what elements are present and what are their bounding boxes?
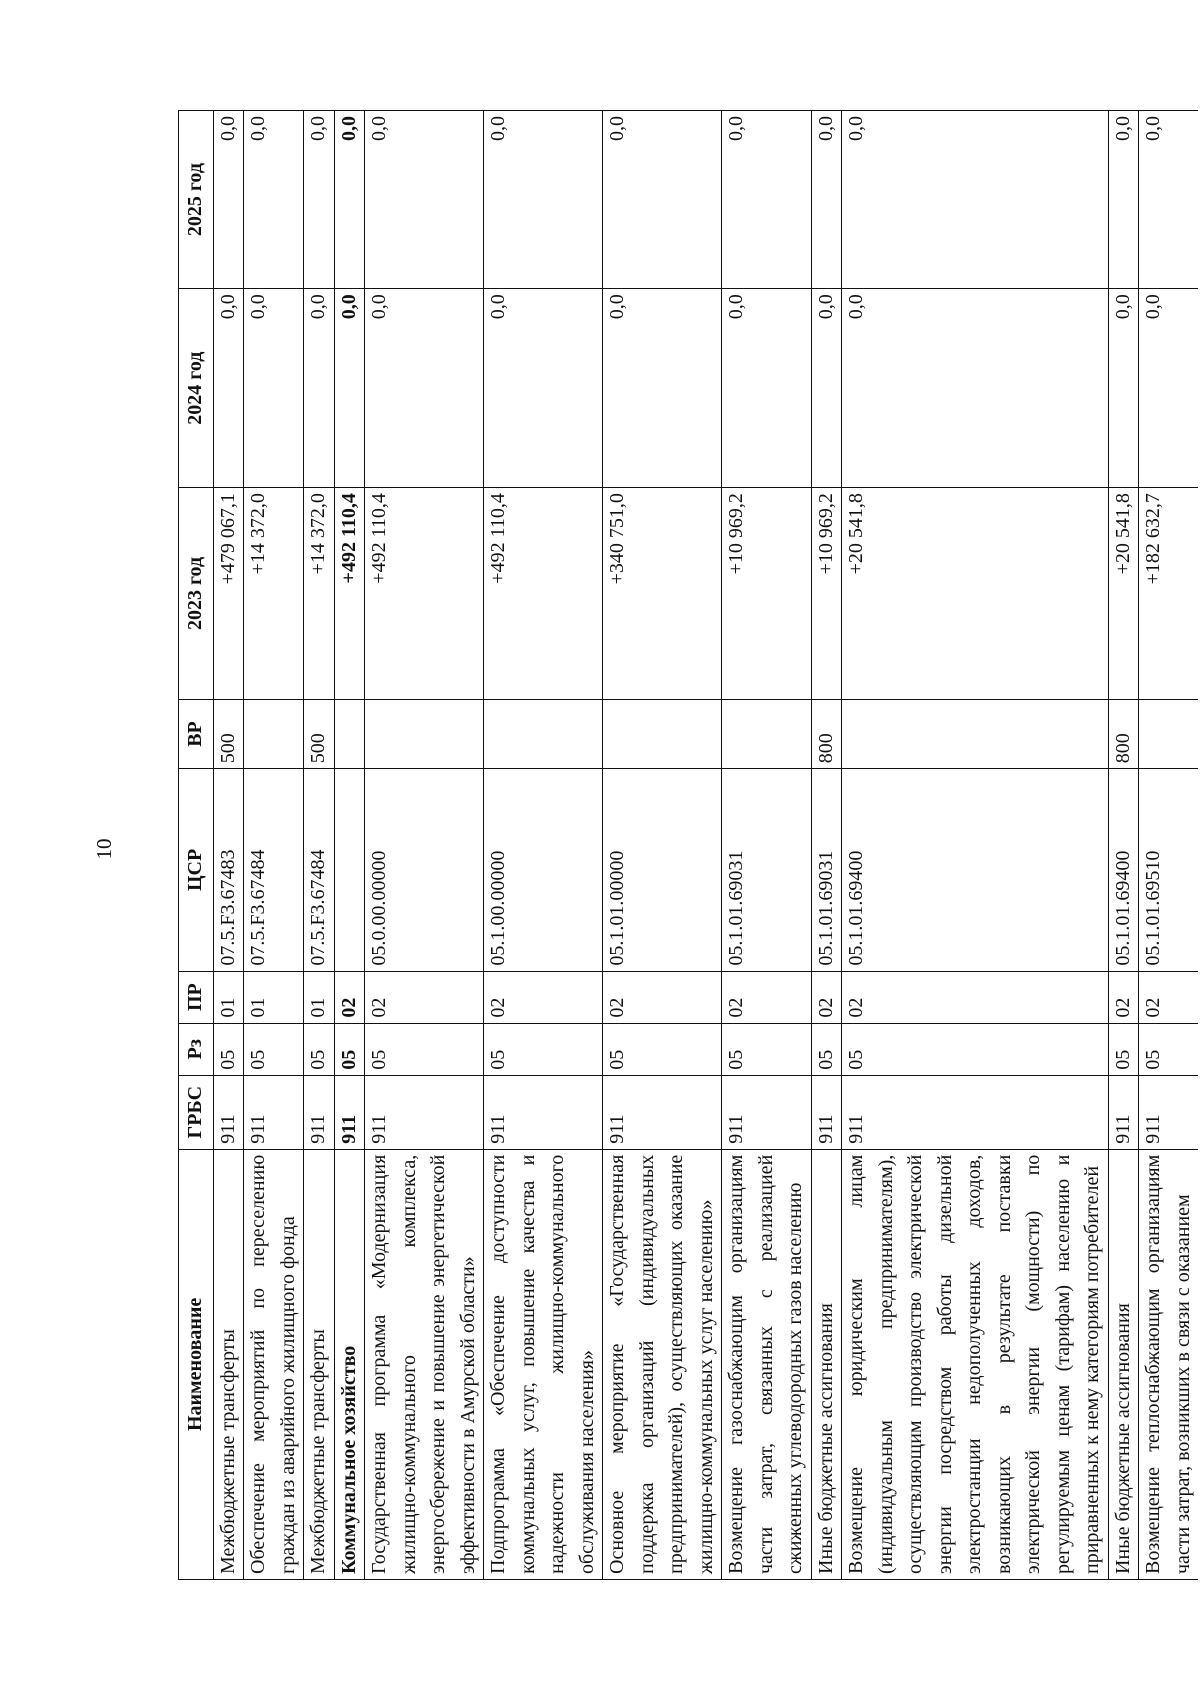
- row-2023-cell: +14 372,0: [304, 488, 335, 700]
- row-pr-cell: 01: [304, 971, 335, 1023]
- row-vr-cell: 800: [811, 699, 842, 768]
- row-csr-cell: 05.1.01.00000: [603, 769, 722, 971]
- column-header-name: Наименование: [179, 1149, 214, 1579]
- row-vr-cell: 500: [304, 699, 335, 768]
- row-grbs-cell: 911: [334, 1075, 365, 1149]
- row-rz-cell: 05: [334, 1023, 365, 1075]
- column-header-rz: Рз: [179, 1023, 214, 1075]
- page-number: 10: [92, 838, 116, 860]
- row-name-cell: Возмещение газоснабжающим организациям части затрат, связанных с реализацией сжиженных углеводородных газов населению: [722, 1149, 812, 1579]
- row-name-cell: Возмещение юридическим лицам (индивидуальным предпринимателям), осуществляющим производство электрической энергии посредством работы дизельной электростанции недополученных доходов, возникающих в результате поставки электрической энергии (мощности) по регулируемым ценам (тарифам) населению и приравненных к нему категориям потребителей: [842, 1149, 1109, 1579]
- row-2023-cell: +479 067,1: [213, 488, 244, 700]
- table-body: [213, 111, 1198, 1580]
- row-pr-cell: 02: [1139, 971, 1199, 1023]
- row-rz-cell: 05: [1139, 1023, 1199, 1075]
- row-vr-cell: 500: [213, 699, 244, 768]
- row-vr-cell: [842, 699, 1109, 768]
- row-2024-cell: 0,0: [722, 289, 812, 488]
- row-2024-cell: 0,0: [365, 289, 484, 488]
- row-name-cell: Основное мероприятие «Государственная поддержка организаций (индивидуальных предпринимателей), осуществляющих оказание жилищно-коммунальных услуг населению»: [603, 1149, 722, 1579]
- row-grbs-cell: 911: [213, 1075, 244, 1149]
- row-grbs-cell: 911: [484, 1075, 603, 1149]
- column-header-grbs: ГРБС: [179, 1075, 214, 1149]
- row-2023-cell: +492 110,4: [484, 488, 603, 700]
- row-2025-cell: 0,0: [811, 111, 842, 289]
- table-row: [213, 111, 244, 1580]
- row-rz-cell: 05: [842, 1023, 1109, 1075]
- row-grbs-cell: 911: [722, 1075, 812, 1149]
- row-vr-cell: [244, 699, 304, 768]
- row-pr-cell: 02: [722, 971, 812, 1023]
- row-rz-cell: 05: [1108, 1023, 1139, 1075]
- row-vr-cell: [603, 699, 722, 768]
- table-row: [722, 111, 812, 1580]
- row-rz-cell: 05: [484, 1023, 603, 1075]
- row-2025-cell: 0,0: [334, 111, 365, 289]
- column-header-vr: ВР: [179, 699, 214, 768]
- row-2024-cell: 0,0: [244, 289, 304, 488]
- row-rz-cell: 05: [722, 1023, 812, 1075]
- row-2024-cell: 0,0: [484, 289, 603, 488]
- row-name-cell: Межбюджетные трансферты: [213, 1149, 244, 1579]
- row-pr-cell: 02: [365, 971, 484, 1023]
- table-row: [365, 111, 484, 1580]
- row-pr-cell: 02: [484, 971, 603, 1023]
- row-2025-cell: 0,0: [1139, 111, 1199, 289]
- row-2023-cell: +340 751,0: [603, 488, 722, 700]
- row-2025-cell: 0,0: [365, 111, 484, 289]
- row-grbs-cell: 911: [603, 1075, 722, 1149]
- row-2025-cell: 0,0: [484, 111, 603, 289]
- table-row: [484, 111, 603, 1580]
- row-rz-cell: 05: [365, 1023, 484, 1075]
- row-vr-cell: 800: [1108, 699, 1139, 768]
- row-csr-cell: 05.1.01.69031: [722, 769, 812, 971]
- row-grbs-cell: 911: [365, 1075, 484, 1149]
- row-pr-cell: 02: [811, 971, 842, 1023]
- row-2024-cell: 0,0: [334, 289, 365, 488]
- row-2025-cell: 0,0: [213, 111, 244, 289]
- row-name-cell: Государственная программа «Модернизация жилищно-коммунального комплекса, энергосбережение и повышение энергетической эффективности в Амурской области»: [365, 1149, 484, 1579]
- column-header-csr: ЦСР: [179, 769, 214, 971]
- row-grbs-cell: 911: [1108, 1075, 1139, 1149]
- table-header-row: [179, 111, 214, 1580]
- row-pr-cell: 02: [603, 971, 722, 1023]
- row-rz-cell: 05: [244, 1023, 304, 1075]
- row-csr-cell: 05.1.01.69510: [1139, 769, 1199, 971]
- row-2025-cell: 0,0: [1108, 111, 1139, 289]
- row-rz-cell: 05: [304, 1023, 335, 1075]
- row-2025-cell: 0,0: [722, 111, 812, 289]
- table-row: [244, 111, 304, 1580]
- row-2025-cell: 0,0: [603, 111, 722, 289]
- table-row: [304, 111, 335, 1580]
- row-csr-cell: 07.5.F3.67484: [244, 769, 304, 971]
- row-rz-cell: 05: [213, 1023, 244, 1075]
- row-grbs-cell: 911: [811, 1075, 842, 1149]
- row-2025-cell: 0,0: [244, 111, 304, 289]
- row-name-cell: Обеспечение мероприятий по переселению граждан из аварийного жилищного фонда: [244, 1149, 304, 1579]
- row-name-cell: Иные бюджетные ассигнования: [1108, 1149, 1139, 1579]
- row-2023-cell: +20 541,8: [1108, 488, 1139, 700]
- row-2024-cell: 0,0: [1139, 289, 1199, 488]
- row-csr-cell: 07.5.F3.67484: [304, 769, 335, 971]
- row-2024-cell: 0,0: [304, 289, 335, 488]
- table-row: [811, 111, 842, 1580]
- column-header-pr: ПР: [179, 971, 214, 1023]
- row-pr-cell: 01: [244, 971, 304, 1023]
- row-2024-cell: 0,0: [842, 289, 1109, 488]
- budget-table: [178, 110, 1198, 1580]
- row-rz-cell: 05: [603, 1023, 722, 1075]
- row-pr-cell: 02: [1108, 971, 1139, 1023]
- row-csr-cell: 05.1.00.00000: [484, 769, 603, 971]
- row-rz-cell: 05: [811, 1023, 842, 1075]
- row-vr-cell: [365, 699, 484, 768]
- row-name-cell: Возмещение теплоснабжающим организациям части затрат, возникших в связи с оказанием: [1139, 1149, 1199, 1579]
- row-name-cell: Коммунальное хозяйство: [334, 1149, 365, 1579]
- row-grbs-cell: 911: [842, 1075, 1109, 1149]
- row-grbs-cell: 911: [304, 1075, 335, 1149]
- row-2024-cell: 0,0: [603, 289, 722, 488]
- row-csr-cell: [334, 769, 365, 971]
- table-row: [1139, 111, 1199, 1580]
- row-csr-cell: 05.1.01.69400: [1108, 769, 1139, 971]
- column-header-2025: 2025 год: [179, 111, 214, 289]
- column-header-2023: 2023 год: [179, 488, 214, 700]
- row-csr-cell: 05.1.01.69400: [842, 769, 1109, 971]
- row-2023-cell: +10 969,2: [722, 488, 812, 700]
- row-vr-cell: [722, 699, 812, 768]
- row-name-cell: Подпрограмма «Обеспечение доступности коммунальных услуг, повышение качества и надежности жилищно-коммунального обслуживания населения»: [484, 1149, 603, 1579]
- table-row: [603, 111, 722, 1580]
- rotated-table-container: [178, 110, 1194, 1580]
- row-2023-cell: +492 110,4: [365, 488, 484, 700]
- row-name-cell: Иные бюджетные ассигнования: [811, 1149, 842, 1579]
- row-2024-cell: 0,0: [1108, 289, 1139, 488]
- row-2023-cell: +492 110,4: [334, 488, 365, 700]
- row-2023-cell: +20 541,8: [842, 488, 1109, 700]
- row-vr-cell: [334, 699, 365, 768]
- row-2023-cell: +10 969,2: [811, 488, 842, 700]
- row-pr-cell: 01: [213, 971, 244, 1023]
- row-csr-cell: 07.5.F3.67483: [213, 769, 244, 971]
- row-csr-cell: 05.1.01.69031: [811, 769, 842, 971]
- table-row: [842, 111, 1109, 1580]
- row-2023-cell: +14 372,0: [244, 488, 304, 700]
- row-grbs-cell: 911: [244, 1075, 304, 1149]
- table-row: [334, 111, 365, 1580]
- row-2024-cell: 0,0: [811, 289, 842, 488]
- row-2025-cell: 0,0: [304, 111, 335, 289]
- table-row: [1108, 111, 1139, 1580]
- row-name-cell: Межбюджетные трансферты: [304, 1149, 335, 1579]
- row-grbs-cell: 911: [1139, 1075, 1199, 1149]
- row-vr-cell: [1139, 699, 1199, 768]
- row-pr-cell: 02: [334, 971, 365, 1023]
- column-header-2024: 2024 год: [179, 289, 214, 488]
- row-pr-cell: 02: [842, 971, 1109, 1023]
- row-vr-cell: [484, 699, 603, 768]
- row-2025-cell: 0,0: [842, 111, 1109, 289]
- row-2023-cell: +182 632,7: [1139, 488, 1199, 700]
- row-2024-cell: 0,0: [213, 289, 244, 488]
- row-csr-cell: 05.0.00.00000: [365, 769, 484, 971]
